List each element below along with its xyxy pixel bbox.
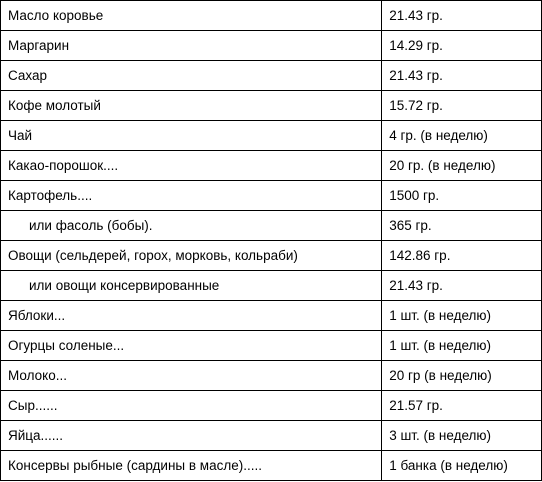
item-cell: Сахар (1, 61, 382, 91)
table-row (1, 31, 542, 61)
amount-cell: 21.57 гр. (382, 391, 542, 421)
table-row (1, 61, 542, 91)
amount-cell: 3 шт. (в неделю) (382, 421, 542, 451)
item-cell: Яйца...... (1, 421, 382, 451)
item-cell: Молоко... (1, 361, 382, 391)
item-cell: Масло коровье (1, 1, 382, 31)
ration-table-body (1, 1, 542, 481)
amount-cell: 365 гр. (382, 211, 542, 241)
amount-cell: 14.29 гр. (382, 31, 542, 61)
table-row (1, 1, 542, 31)
amount-cell: 4 гр. (в неделю) (382, 121, 542, 151)
item-cell: Огурцы соленые... (1, 331, 382, 361)
amount-cell: 20 гр. (в неделю) (382, 151, 542, 181)
table-row (1, 421, 542, 451)
table-row (1, 451, 542, 481)
table-row (1, 121, 542, 151)
item-cell: Какао-порошок.... (1, 151, 382, 181)
amount-cell: 21.43 гр. (382, 61, 542, 91)
table-row (1, 301, 542, 331)
amount-cell: 1 шт. (в неделю) (382, 301, 542, 331)
item-cell: или фасоль (бобы). (1, 211, 382, 241)
table-row (1, 211, 542, 241)
amount-cell: 1 шт. (в неделю) (382, 331, 542, 361)
amount-cell: 21.43 гр. (382, 1, 542, 31)
item-cell: Чай (1, 121, 382, 151)
amount-cell: 1500 гр. (382, 181, 542, 211)
table-row (1, 331, 542, 361)
item-cell: Кофе молотый (1, 91, 382, 121)
amount-cell: 20 гр (в неделю) (382, 361, 542, 391)
item-cell: Сыр...... (1, 391, 382, 421)
item-cell: Яблоки... (1, 301, 382, 331)
item-cell: Овощи (сельдерей, горох, морковь, кольраби) (1, 241, 382, 271)
table-row (1, 271, 542, 301)
item-cell: или овощи консервированные (1, 271, 382, 301)
amount-cell: 1 банка (в неделю) (382, 451, 542, 481)
item-cell: Картофель.... (1, 181, 382, 211)
amount-cell: 142.86 гр. (382, 241, 542, 271)
table-row (1, 151, 542, 181)
amount-cell: 15.72 гр. (382, 91, 542, 121)
table-row (1, 181, 542, 211)
table-row (1, 361, 542, 391)
table-row (1, 391, 542, 421)
amount-cell: 21.43 гр. (382, 271, 542, 301)
table-row (1, 241, 542, 271)
item-cell: Консервы рыбные (сардины в масле)..... (1, 451, 382, 481)
table-row (1, 91, 542, 121)
item-cell: Маргарин (1, 31, 382, 61)
